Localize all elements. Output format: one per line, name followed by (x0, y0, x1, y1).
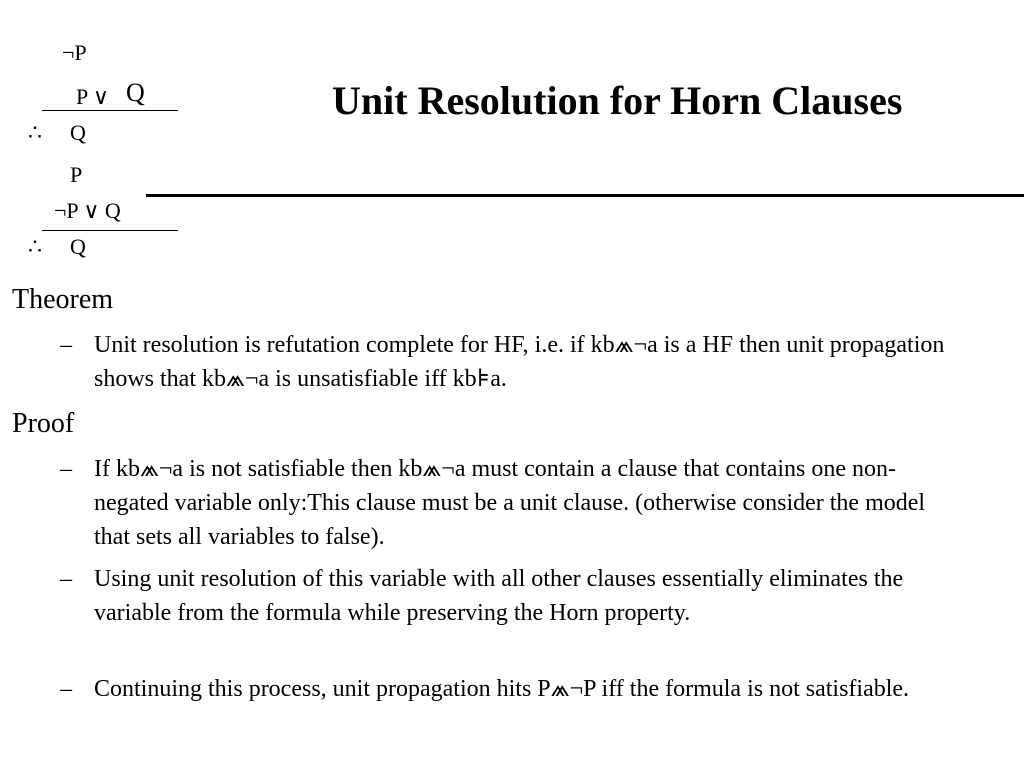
proof-bullet-2-dash: – (60, 566, 72, 592)
rule1-premise-not-p: ¬P (62, 40, 87, 65)
rule1-premise-p-or: P ∨ (76, 84, 110, 109)
proof-bullet-3-dash: – (60, 676, 72, 702)
proof-heading: Proof (12, 408, 75, 439)
rule2-inference-line (42, 230, 178, 231)
rule1-inference-line (42, 110, 178, 111)
title-divider-line (146, 194, 1024, 197)
slide-title: Unit Resolution for Horn Clauses (332, 78, 903, 123)
theorem-bullet-1: Unit resolution is refutation complete for HF, i.e. if kb⩕¬a is a HF then unit propagation shows that kb⩕¬a is unsatisfiable iff kb⊧a. (94, 332, 945, 392)
rule1-therefore-symbol: ∴ (28, 120, 42, 145)
proof-bullet-3: Continuing this process, unit propagation hits P⩕¬P iff the formula is not satisfiable. (94, 676, 910, 702)
proof-bullet-2: Using unit resolution of this variable with all other clauses essentially eliminates the variable from the formula while preserving the Horn property. (94, 566, 904, 626)
theorem-heading: Theorem (12, 284, 114, 315)
rule1-conclusion: Q (70, 120, 86, 145)
theorem-bullet-1-dash: – (60, 332, 72, 358)
rule2-conclusion: Q (70, 234, 86, 259)
proof-bullet-1: If kb⩕¬a is not satisfiable then kb⩕¬a must contain a clause that contains one non-negated variable only:This clause must be a unit clause. (otherwise consider the model that sets all variables to false). (94, 456, 926, 550)
proof-bullet-1-dash: – (60, 456, 72, 482)
rule2-premise-p: P (70, 162, 83, 187)
rule2-therefore-symbol: ∴ (28, 234, 42, 259)
rule2-premise-not-p-or-q: ¬P ∨ Q (54, 198, 121, 223)
rule1-premise-q: Q (126, 78, 145, 107)
